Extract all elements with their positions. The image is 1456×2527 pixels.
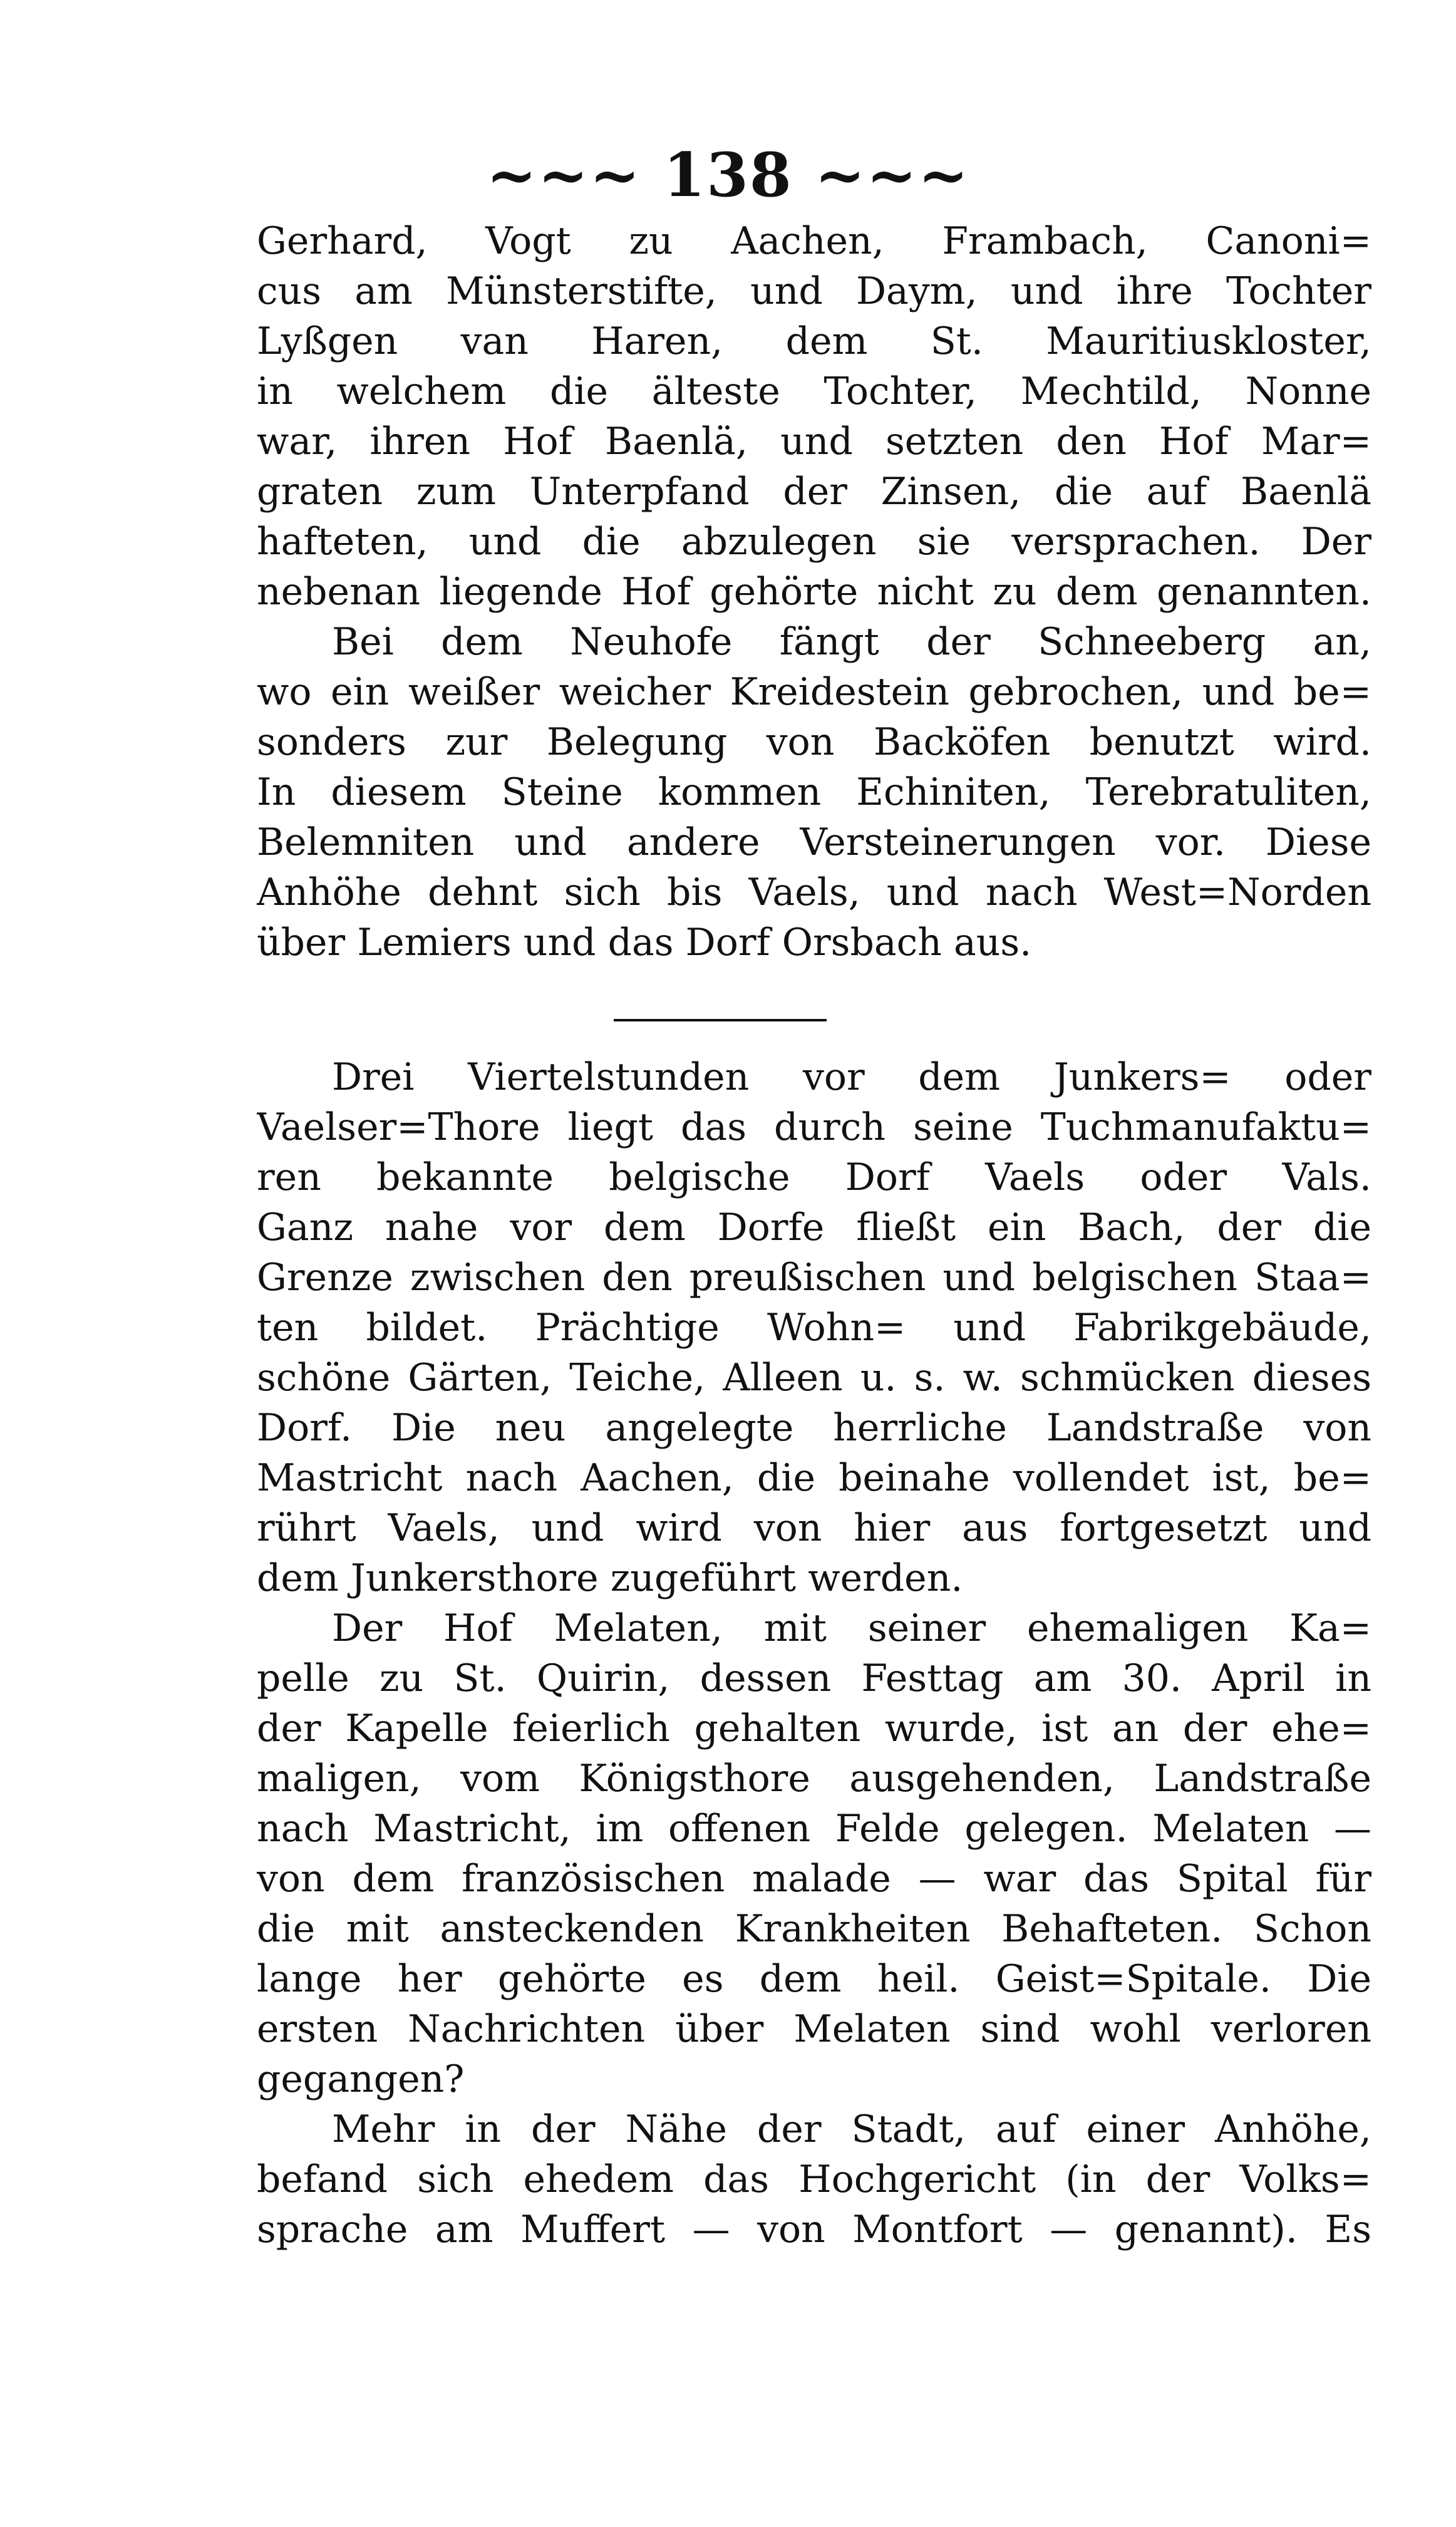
- text-line: dem Junkersthore zugeführt werden.: [257, 1556, 963, 1600]
- text-line: rührt Vaels, und wird von hier aus fortgesetzt und: [257, 1506, 1371, 1550]
- text-line: Belemniten und andere Versteinerungen vor. Diese: [257, 820, 1371, 864]
- text-line: nebenan liegende Hof gehörte nicht zu dem genannten.: [257, 570, 1371, 614]
- text-line: cus am Münsterstifte, und Daym, und ihre Tochter: [257, 269, 1371, 313]
- text-line: die mit ansteckenden Krankheiten Behafteten. Schon: [257, 1907, 1371, 1951]
- text-line: lange her gehörte es dem heil. Geist=Spitale. Die: [257, 1957, 1371, 2001]
- text-line: in welchem die älteste Tochter, Mechtild, Nonne: [257, 369, 1371, 413]
- text-line: befand sich ehedem das Hochgericht (in der Volks=: [257, 2158, 1371, 2201]
- text-line: der Kapelle feierlich gehalten wurde, ist an der ehe=: [257, 1707, 1371, 1750]
- text-line: nach Mastricht, im offenen Felde gelegen. Melaten —: [257, 1807, 1371, 1851]
- text-line: ten bildet. Prächtige Wohn= und Fabrikgebäude,: [257, 1306, 1371, 1350]
- text-line: Dorf. Die neu angelegte herrliche Landstraße von: [257, 1406, 1371, 1450]
- text-line: Vaelser=Thore liegt das durch seine Tuchmanufaktu=: [257, 1105, 1371, 1149]
- text-line: schöne Gärten, Teiche, Alleen u. s. w. schmücken dieses: [257, 1356, 1371, 1400]
- section-divider: [614, 1019, 827, 1021]
- text-line: hafteten, und die abzulegen sie versprachen. Der: [257, 520, 1371, 564]
- text-line: Anhöhe dehnt sich bis Vaels, und nach West=Norden: [257, 871, 1371, 914]
- text-line: sprache am Muffert — von Montfort — genannt). Es: [257, 2208, 1371, 2251]
- text-line: Lyßgen van Haren, dem St. Mauritiuskloster,: [257, 319, 1371, 363]
- text-line: war, ihren Hof Baenlä, und setzten den Hof Mar=: [257, 420, 1371, 463]
- text-line: Gerhard, Vogt zu Aachen, Frambach, Canoni=: [257, 219, 1371, 263]
- text-line: über Lemiers und das Dorf Orsbach aus.: [257, 921, 1032, 964]
- text-line: gegangen?: [257, 2057, 465, 2101]
- text-line: Mehr in der Nähe der Stadt, auf einer Anhöhe,: [332, 2107, 1371, 2151]
- text-line: Ganz nahe vor dem Dorfe fließt ein Bach, der die: [257, 1206, 1371, 1249]
- text-line: ren bekannte belgische Dorf Vaels oder Vals.: [257, 1155, 1371, 1199]
- text-line: Bei dem Neuhofe fängt der Schneeberg an,: [332, 620, 1371, 664]
- text-line: Der Hof Melaten, mit seiner ehemaligen Ka=: [332, 1606, 1371, 1650]
- text-line: sonders zur Belegung von Backöfen benutzt wird.: [257, 720, 1371, 764]
- text-line: Drei Viertelstunden vor dem Junkers= oder: [332, 1055, 1371, 1099]
- paragraph-block-2: [257, 1052, 1371, 2255]
- text-line: von dem französischen malade — war das Spital für: [257, 1857, 1371, 1901]
- text-line: maligen, vom Königsthore ausgehenden, Landstraße: [257, 1757, 1371, 1801]
- paragraph-block-1: [257, 216, 1371, 968]
- text-line: pelle zu St. Quirin, dessen Festtag am 30. April in: [257, 1656, 1371, 1700]
- text-line: Grenze zwischen den preußischen und belgischen Staa=: [257, 1256, 1371, 1300]
- text-line: graten zum Unterpfand der Zinsen, die auf Baenlä: [257, 470, 1371, 514]
- text-line: wo ein weißer weicher Kreidestein gebrochen, und be=: [257, 670, 1371, 714]
- text-line: In diesem Steine kommen Echiniten, Terebratuliten,: [257, 770, 1371, 814]
- text-line: ersten Nachrichten über Melaten sind wohl verloren: [257, 2007, 1371, 2051]
- text-line: Mastricht nach Aachen, die beinahe vollendet ist, be=: [257, 1456, 1371, 1500]
- page-number: ~~~ 138 ~~~: [486, 140, 970, 210]
